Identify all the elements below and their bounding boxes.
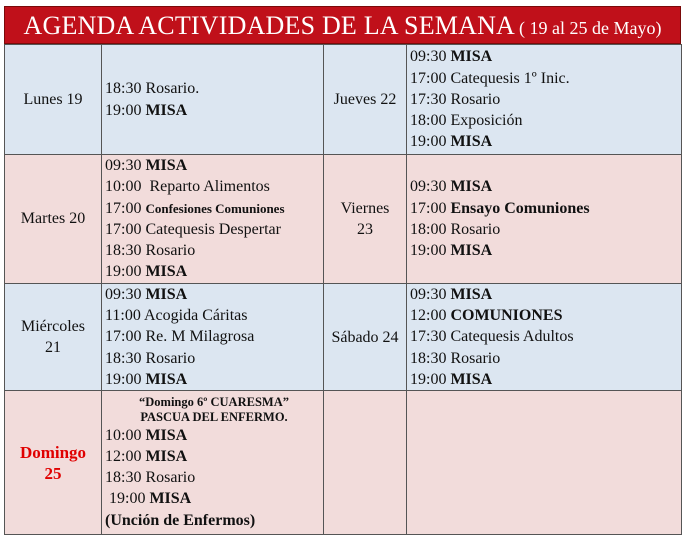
event-text: MISA	[145, 426, 188, 444]
day-number: 23	[357, 220, 373, 238]
event-time: 19:00	[410, 370, 447, 388]
event-time: 18:30	[105, 349, 142, 367]
event-item	[105, 446, 323, 467]
day-label: Domingo	[19, 442, 87, 462]
events-wednesday	[102, 283, 324, 390]
event-item	[410, 240, 681, 261]
event-item	[105, 240, 323, 261]
day-number: 21	[45, 339, 61, 357]
day-number: 25	[44, 463, 62, 483]
event-item	[105, 348, 323, 369]
event-item	[410, 284, 681, 305]
agenda-header	[4, 6, 681, 44]
event-text: MISA	[149, 490, 192, 508]
events-friday	[407, 155, 682, 284]
event-item	[410, 131, 681, 152]
sunday-note-title: “Domingo 6º CUARESMA”	[139, 394, 289, 409]
event-text: Rosario.	[145, 80, 200, 98]
day-label: Lunes 19	[23, 91, 83, 108]
event-time: 18:30	[105, 242, 142, 260]
event-time: 11:00	[105, 307, 141, 325]
day-label: Martes 20	[20, 210, 86, 228]
event-item	[105, 219, 323, 240]
event-text: MISA	[450, 178, 493, 196]
event-text: Rosario	[145, 469, 196, 487]
event-item	[410, 369, 681, 390]
event-item	[105, 198, 323, 219]
event-time: 09:30	[105, 157, 142, 174]
event-item	[410, 198, 681, 219]
events-saturday	[407, 283, 682, 390]
event-text: MISA	[145, 447, 188, 465]
event-item	[105, 155, 323, 176]
event-time: 17:00	[410, 69, 447, 87]
event-time: 19:00	[105, 263, 142, 281]
event-text: MISA	[145, 157, 188, 174]
event-time: 09:30	[410, 285, 447, 303]
events-sunday	[102, 391, 324, 535]
event-time: 18:00	[410, 112, 447, 130]
agenda-row	[5, 45, 682, 155]
event-time: 17:00	[105, 199, 142, 217]
event-text: MISA	[450, 285, 493, 303]
event-item	[105, 261, 323, 282]
event-text: Exposición	[450, 112, 523, 130]
event-time: 12:00	[105, 447, 142, 465]
event-time: 19:00	[109, 490, 146, 508]
event-text: Catequesis Adultos	[450, 328, 574, 346]
agenda-document	[4, 6, 681, 535]
day-label: Jueves 22	[333, 91, 397, 108]
event-time: 19:00	[410, 133, 447, 151]
event-text: MISA	[450, 242, 493, 260]
event-text: Catequesis 1º Inic.	[450, 69, 570, 87]
event-time: 09:30	[410, 48, 447, 66]
event-time: 19:00	[105, 370, 142, 388]
event-item	[105, 284, 323, 305]
event-time: 18:30	[105, 80, 142, 98]
events-thursday	[407, 45, 682, 155]
event-item	[410, 219, 681, 240]
event-item	[410, 89, 681, 110]
event-item	[105, 467, 323, 488]
event-text: Acogida Cáritas	[143, 307, 248, 325]
event-item	[410, 305, 681, 326]
event-text: MISA	[145, 101, 188, 119]
day-friday	[324, 155, 407, 284]
event-time: 12:00	[410, 307, 447, 325]
sunday-footer: (Unción de Enfermos)	[105, 511, 256, 529]
event-text: MISA	[145, 285, 188, 303]
event-text: MISA	[450, 370, 493, 388]
empty-cell	[407, 391, 682, 535]
event-text: Reparto Alimentos	[149, 178, 270, 196]
event-item	[105, 326, 323, 347]
event-text: MISA	[145, 370, 188, 388]
event-item	[410, 46, 681, 67]
event-text: COMUNIONES	[450, 307, 563, 325]
events-tuesday	[102, 155, 324, 284]
event-item	[410, 176, 681, 197]
agenda-table	[4, 44, 682, 535]
event-time: 18:30	[410, 349, 447, 367]
event-text: Rosario	[145, 349, 196, 367]
day-thursday	[324, 45, 407, 155]
event-time: 17:30	[410, 328, 447, 346]
event-time: 18:30	[105, 469, 142, 487]
event-item	[105, 100, 323, 121]
event-item	[410, 110, 681, 131]
event-time: 19:00	[410, 242, 447, 260]
agenda-title: AGENDA ACTIVIDADES DE LA SEMANA	[23, 11, 516, 40]
event-time: 17:00	[410, 199, 447, 217]
event-item	[410, 68, 681, 89]
event-text: MISA	[450, 133, 493, 151]
agenda-row	[5, 283, 682, 390]
day-sunday	[5, 391, 102, 535]
event-text: Rosario	[450, 349, 501, 367]
day-wednesday	[5, 283, 102, 390]
event-text: Re. M Milagrosa	[145, 328, 255, 346]
event-time: 19:00	[105, 101, 142, 119]
event-item	[105, 78, 323, 99]
event-time: 10:00	[105, 426, 142, 444]
day-saturday	[324, 283, 407, 390]
event-time: 09:30	[410, 178, 447, 196]
event-item	[105, 305, 323, 326]
event-item	[410, 326, 681, 347]
event-time: 09:30	[105, 285, 142, 303]
event-item	[105, 488, 323, 509]
events-monday	[102, 45, 324, 155]
event-item	[105, 425, 323, 446]
day-label: Miércoles	[21, 318, 85, 336]
day-tuesday	[5, 155, 102, 284]
event-item	[105, 176, 323, 197]
agenda-date-range: ( 19 al 25 de Mayo)	[519, 18, 662, 38]
empty-cell	[324, 391, 407, 535]
event-text: Confesiones Comuniones	[145, 200, 285, 216]
sunday-note-subtitle: PASCUA DEL ENFERMO.	[140, 409, 288, 424]
agenda-row	[5, 155, 682, 284]
day-label: Viernes	[340, 199, 390, 217]
event-text: MISA	[450, 48, 493, 66]
event-time: 18:00	[410, 220, 447, 238]
day-monday	[5, 45, 102, 155]
event-text: MISA	[145, 263, 188, 281]
event-time: 17:00	[105, 328, 142, 346]
event-item	[410, 348, 681, 369]
event-item	[105, 369, 323, 390]
event-text: Rosario	[450, 90, 501, 108]
event-text: Rosario	[450, 220, 501, 238]
event-time: 17:00	[105, 220, 142, 238]
event-text: Ensayo Comuniones	[450, 199, 590, 217]
event-time: 17:30	[410, 90, 447, 108]
agenda-row	[5, 391, 682, 535]
event-text: Catequesis Despertar	[145, 220, 281, 238]
day-label: Sábado 24	[331, 328, 399, 346]
event-time: 10:00	[105, 178, 142, 196]
event-text: Rosario	[145, 242, 196, 260]
